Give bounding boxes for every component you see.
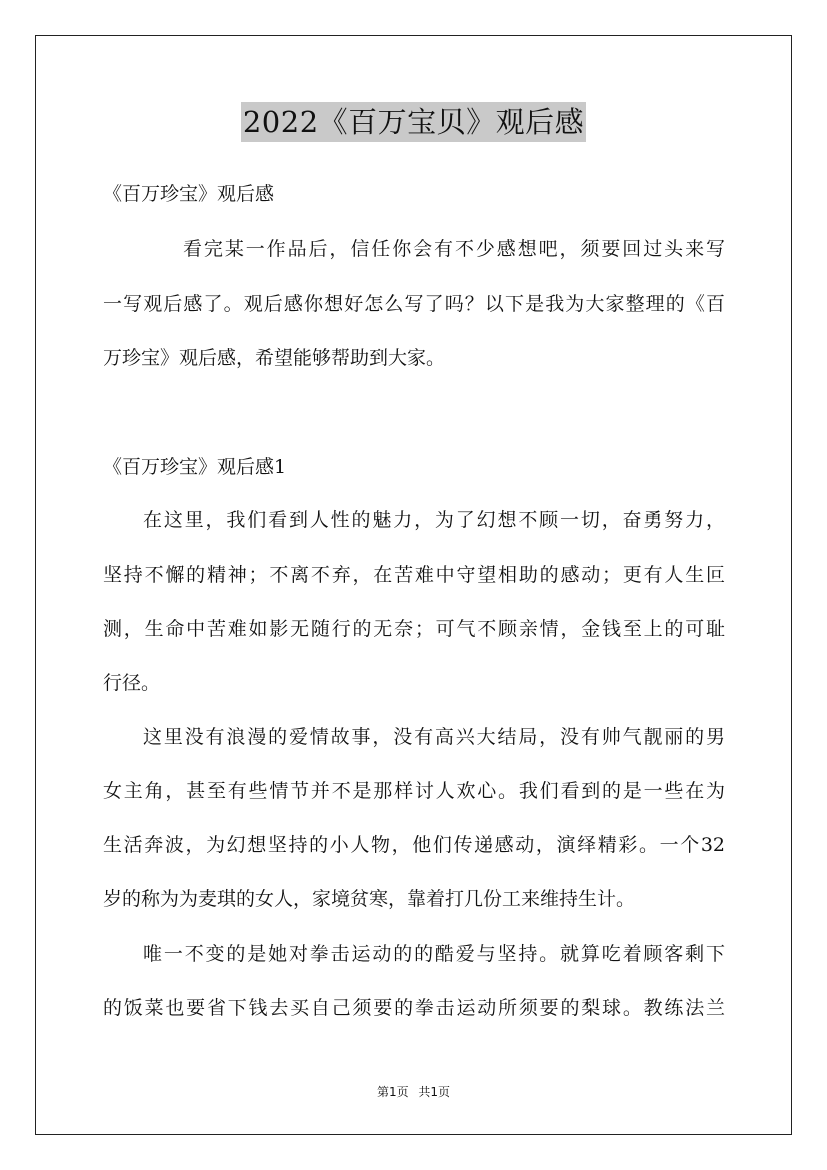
page-footer [0,1083,827,1100]
intro-line-1: 看完某一作品后，信任你会有不少感想吧，须要回过头来写 [183,238,725,260]
paragraph-2-line-1: 这里没有浪漫的爱情故事，没有高兴大结局，没有帅气靓丽的男 [143,726,725,748]
paragraph-3-line-2: 的饭菜也要省下钱去买自己须要的拳击运动所须要的梨球。教练法兰 [103,997,725,1019]
paragraph-1-line-3: 测，生命中苦难如影无随行的无奈；可气不顾亲情，金钱至上的可耻 [103,618,725,640]
document-title-text: 2022《百万宝贝》观后感 [241,102,586,142]
paragraph-2-line-4: 岁的称为为麦琪的女人，家境贫寒，靠着打几份工来维持生计。 [103,888,636,910]
paragraph-3-line-1: 唯一不变的是她对拳击运动的的酷爱与坚持。就算吃着顾客剩下 [143,943,725,965]
section-heading: 《百万珍宝》观后感 [103,183,275,205]
page-total: 共1页 [418,1085,451,1099]
document-title [0,102,827,142]
paragraph-2-line-2: 女主角，甚至有些情节并不是那样讨人欢心。我们看到的是一些在为 [103,780,725,802]
paragraph-1-line-4: 行径。 [103,672,161,694]
intro-line-2: 一写观后感了。观后感你想好怎么写了吗？以下是我为大家整理的《百 [103,293,725,315]
paragraph-1-line-1: 在这里，我们看到人性的魅力，为了幻想不顾一切，奋勇努力， [143,509,725,531]
page-number: 第1页 [376,1085,409,1099]
subheading-1: 《百万珍宝》观后感1 [103,456,287,478]
paragraph-1-line-2: 坚持不懈的精神；不离不弃，在苦难中守望相助的感动；更有人生叵 [103,564,725,586]
paragraph-2-line-3: 生活奔波，为幻想坚持的小人物，他们传递感动，演绎精彩。一个32 [103,834,725,856]
intro-line-3: 万珍宝》观后感，希望能够帮助到大家。 [103,347,446,369]
